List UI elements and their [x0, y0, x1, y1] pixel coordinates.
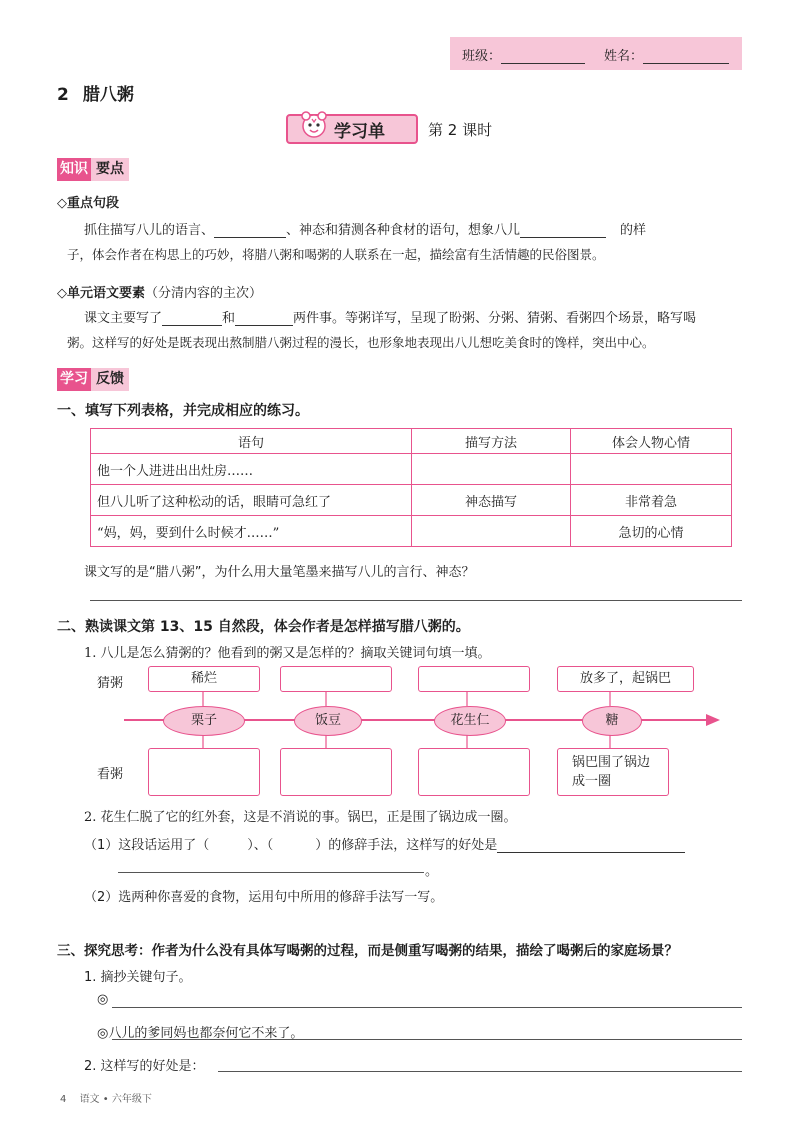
key-sentences-heading: ◇重点句段 [57, 196, 119, 211]
table-header: 体会人物心情 [571, 429, 732, 454]
blank-field[interactable] [520, 223, 606, 238]
study-sheet-badge [286, 110, 416, 142]
lesson-name: 腊八粥 [82, 85, 134, 105]
table-cell: 急切的心情 [571, 516, 732, 547]
guess-box[interactable]: 放多了，起锅巴 [557, 666, 694, 692]
section-knowledge-tag: 知识 要点 [57, 158, 129, 181]
unit-elements-line1: 课文主要写了 和 两件事。等粥详写，呈现了盼粥、分粥、猜粥、看粥四个场景，略写喝 [84, 311, 697, 326]
table-cell-input[interactable] [412, 516, 571, 547]
name-field[interactable] [604, 45, 729, 64]
table-row [91, 516, 732, 547]
class-field[interactable] [462, 45, 585, 64]
q2-title: 二、熟读课文第 13、15 自然段，体会作者是怎样描写腊八粥的。 [57, 619, 470, 635]
key-sentences-line2: 子，体会作者在构思上的巧妙，将腊八粥和喝粥的人联系在一起，描绘富有生活情趣的民俗图景。 [67, 247, 605, 262]
table-header: 描写方法 [412, 429, 571, 454]
guess-porridge-label: 猜粥 [97, 676, 124, 691]
tiger-mascot-icon [300, 110, 328, 140]
see-box[interactable] [148, 748, 260, 796]
q3-bullet1: ◎ [97, 992, 109, 1007]
q3-title: 三、探究思考：作者为什么没有具体写喝粥的过程，而是侧重写喝粥的结果，描绘了喝粥后的家庭场景？ [57, 943, 678, 959]
q2-sub2: 2. 花生仁脱了它的红外套，这是不消说的事。锅巴，正是围了锅边成一圈。 [84, 810, 517, 825]
answer-line[interactable] [90, 600, 742, 601]
class-label: 班级： [462, 49, 502, 64]
table-header: 语句 [91, 429, 412, 454]
table-cell: 非常着急 [571, 485, 732, 516]
unit-elements-line2: 粥。这样写的好处是既表现出熬制腊八粥过程的漫长，也形象地表现出八儿想吃美食时的馋样，突出中心。 [67, 335, 655, 350]
food-oval: 糖 [582, 706, 642, 736]
see-box[interactable] [280, 748, 392, 796]
guess-box[interactable] [280, 666, 392, 692]
food-oval: 栗子 [163, 706, 245, 736]
footer-subject: 语文 • 六年级下 [79, 1094, 152, 1105]
table-row [91, 485, 732, 516]
badge-label: 学习单 [334, 122, 385, 142]
q3-sub2: 2. 这样写的好处是： [84, 1059, 205, 1074]
answer-line[interactable] [118, 872, 424, 873]
q2-sub2-1: （1）这段话运用了（ ）、（ ）的修辞手法，这样写的好处是 [84, 834, 685, 853]
table-cell: “妈，妈，要到什么时候才……” [91, 516, 412, 547]
q3-bullet2: ◎八儿的爹同妈也都奈何它不来了。 [97, 1026, 304, 1041]
key-sentences-line1: 抓住描写八儿的语言、 、神态和猜测各种食材的语句，想象八儿 的样 [84, 223, 647, 238]
guess-box[interactable]: 稀烂 [148, 666, 260, 692]
food-oval: 饭豆 [294, 706, 362, 736]
section-feedback-tag: 学习 反馈 [57, 368, 129, 391]
see-box[interactable] [418, 748, 530, 796]
period-mark: 。 [425, 864, 439, 879]
table-row [91, 454, 732, 485]
q3-sub1: 1. 摘抄关键句子。 [84, 970, 192, 985]
lesson-title [57, 80, 134, 105]
q1-follow-question: 课文写的是“腊八粥”，为什么用大量笔墨来描写八儿的言行、神态？ [84, 565, 475, 580]
answer-line[interactable] [497, 838, 685, 853]
q1-table [90, 428, 732, 547]
blank-field[interactable] [162, 311, 222, 326]
answer-line[interactable] [112, 1007, 742, 1008]
lesson-period: 第 2 课时 [428, 121, 493, 139]
lesson-number: 2 [57, 85, 69, 105]
q1-title: 一、填写下列表格，并完成相应的练习。 [57, 403, 309, 419]
blank-field[interactable] [235, 311, 293, 326]
unit-elements-heading: ◇单元语文要素（分清内容的主次） [57, 286, 263, 301]
see-box[interactable]: 锅巴围了锅边成一圈 [557, 748, 669, 796]
blank-field[interactable] [214, 223, 286, 238]
answer-line[interactable] [112, 1039, 742, 1040]
answer-line[interactable] [218, 1071, 742, 1072]
q2-sub2-2: （2）选两种你喜爱的食物，运用句中所用的修辞手法写一写。 [84, 890, 444, 905]
food-oval: 花生仁 [434, 706, 506, 736]
table-header-row [91, 429, 732, 454]
footer [60, 1090, 152, 1105]
table-cell-input[interactable] [412, 454, 571, 485]
table-cell: 神态描写 [412, 485, 571, 516]
see-porridge-label: 看粥 [97, 767, 124, 782]
guess-box[interactable] [418, 666, 530, 692]
table-cell: 但八儿听了这种松动的话，眼睛可急红了 [91, 485, 412, 516]
page-number: 4 [60, 1094, 67, 1105]
q2-sub1: 1. 八儿是怎么猜粥的？他看到的粥又是怎样的？摘取关键词句填一填。 [84, 646, 491, 661]
name-label: 姓名： [604, 49, 644, 64]
table-cell-input[interactable] [571, 454, 732, 485]
table-cell: 他一个人进进出出灶房…… [91, 454, 412, 485]
